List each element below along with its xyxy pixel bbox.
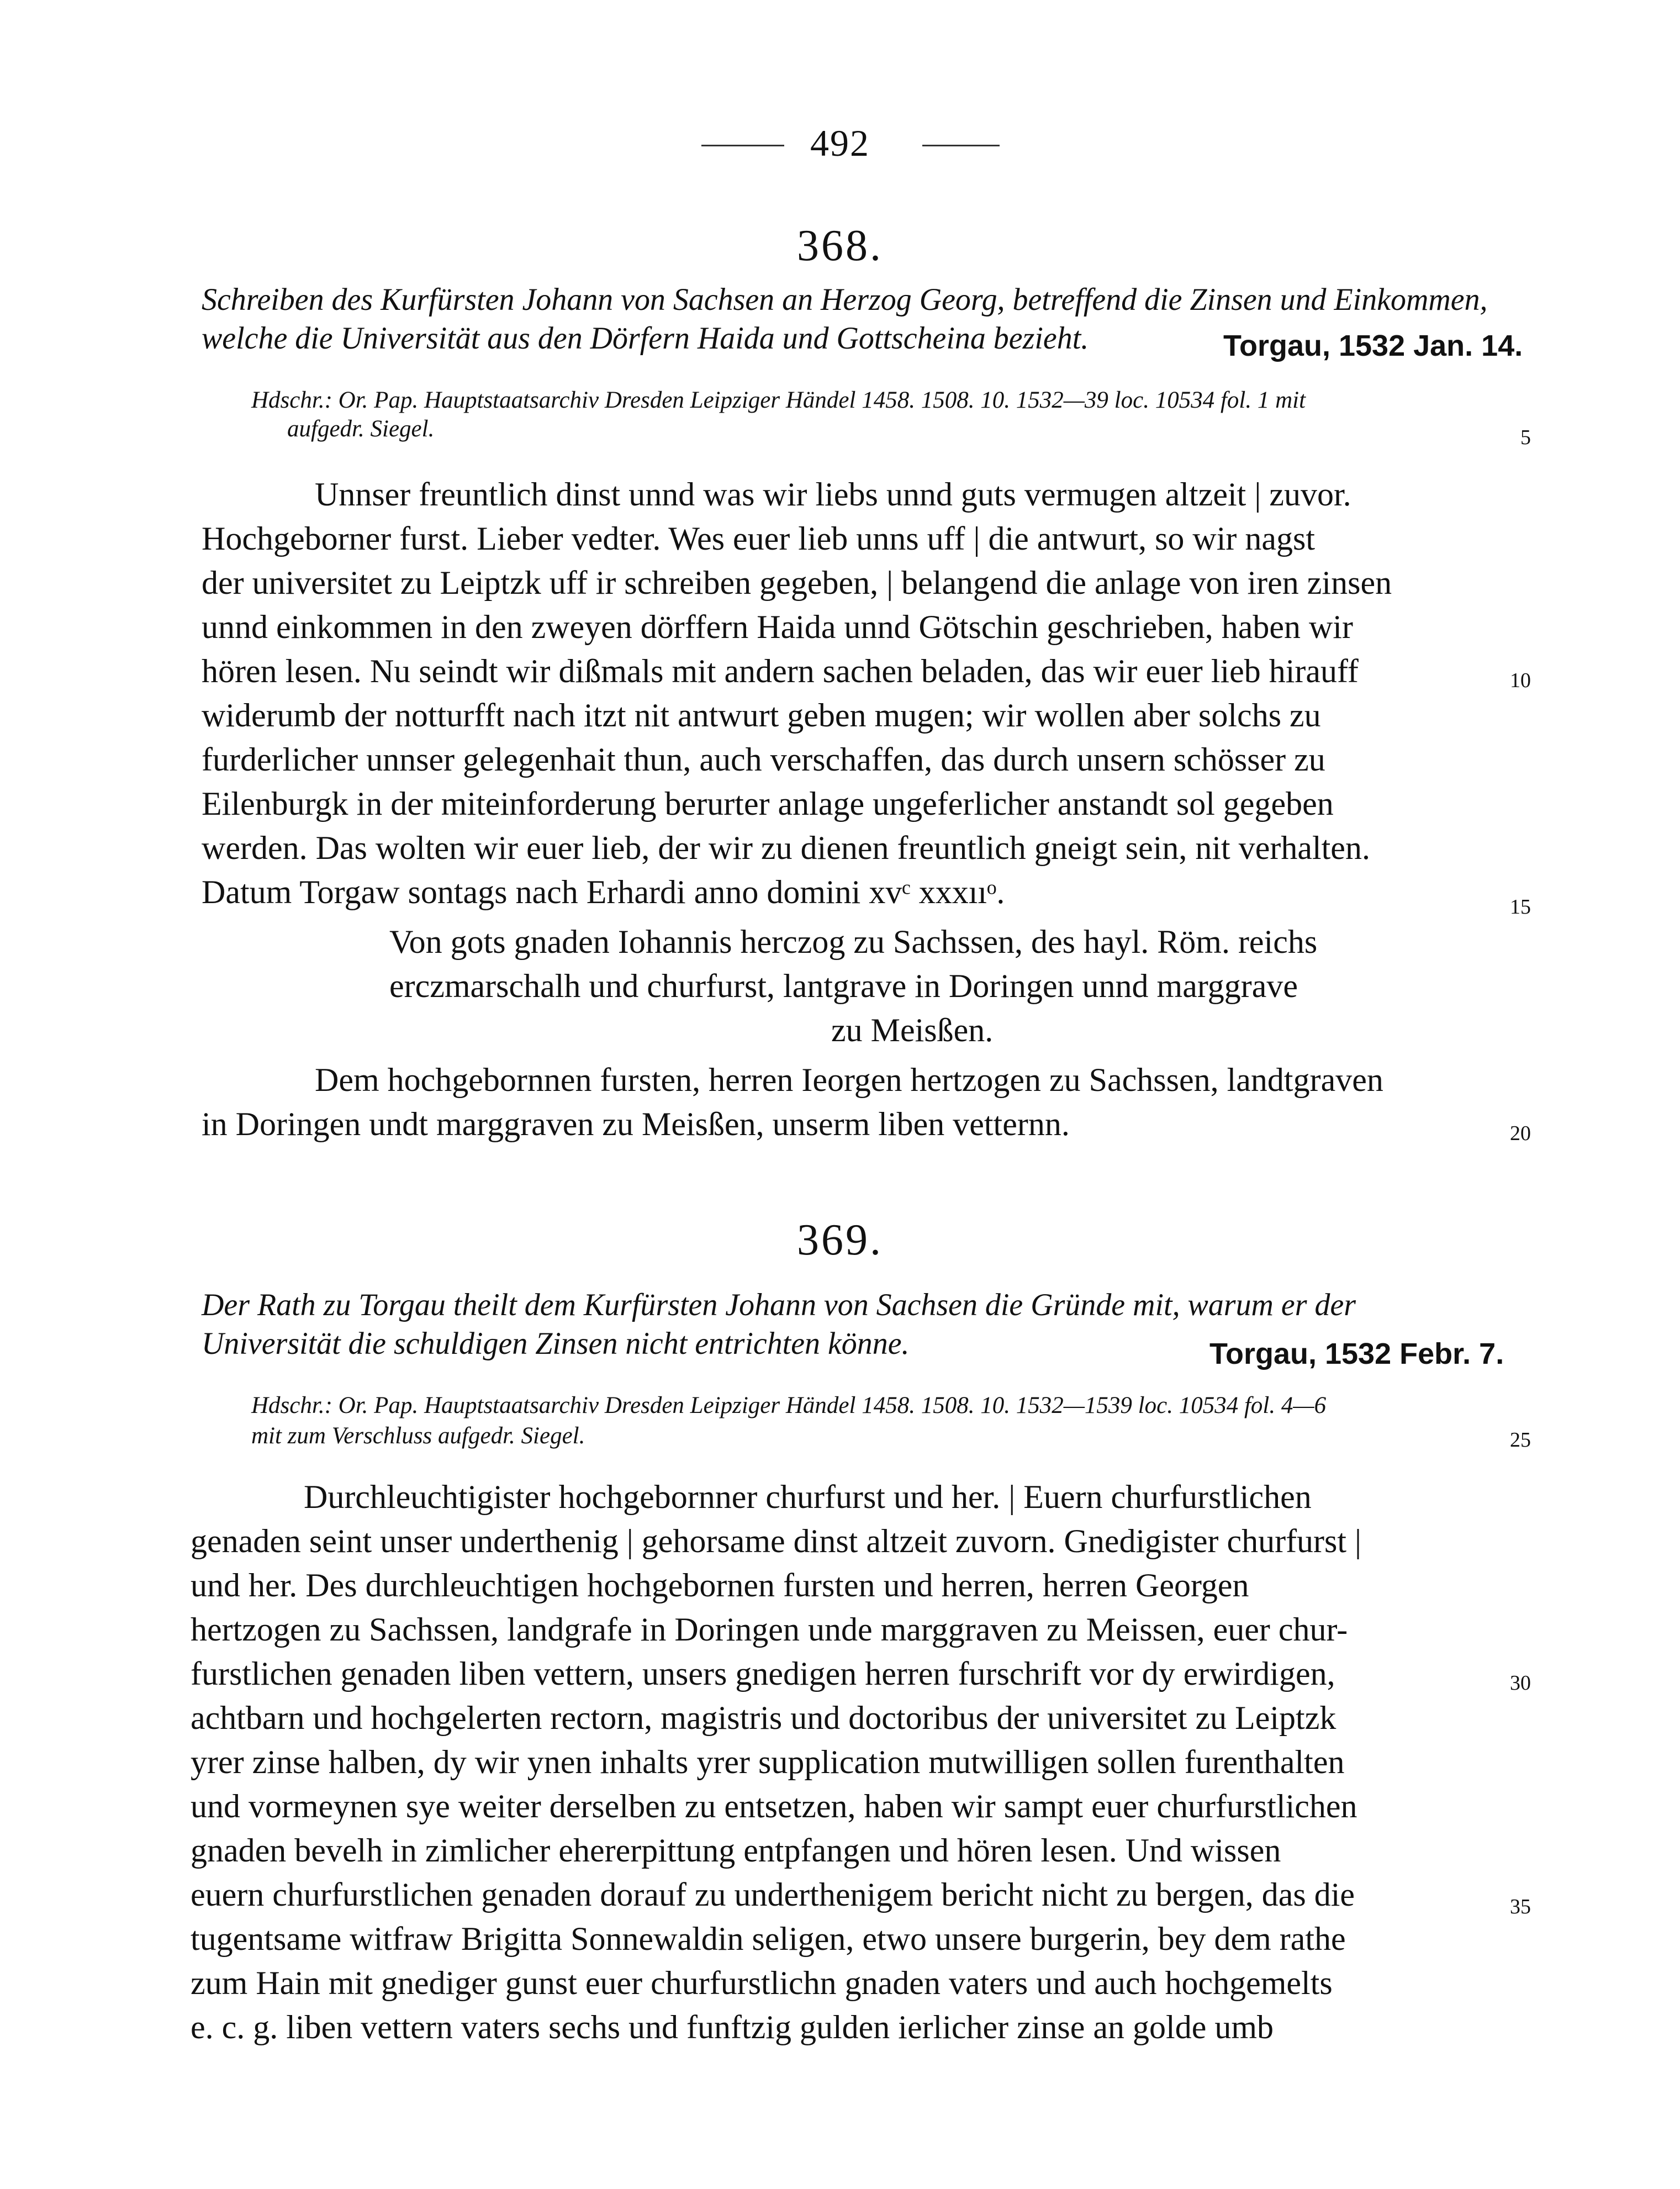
signature-line: zu Meisßen. [831, 1012, 994, 1048]
document-source-line: aufgedr. Siegel. [287, 416, 435, 442]
address-line: in Doringen undt marggraven zu Meisßen, unserm liben vetternn. [202, 1106, 1070, 1142]
document-summary-line: Schreiben des Kurfürsten Johann von Sachsen an Herzog Georg, betreffend die Zinsen und Einkommen, [202, 282, 1488, 317]
document-number: 369. [797, 1216, 883, 1264]
margin-line-number: 30 [1510, 1671, 1531, 1695]
document-source-line: mit zum Verschluss aufgedr. Siegel. [251, 1423, 585, 1449]
document-place-date: Torgau, 1532 Jan. 14. [1223, 329, 1523, 362]
page-number: 492 [810, 122, 870, 164]
document-place-date: Torgau, 1532 Febr. 7. [1209, 1337, 1504, 1370]
text-line: werden. Das wolten wir euer lieb, der wir zu dienen freuntlich gneigt sein, nit verhalten. [202, 830, 1370, 866]
text-line: furderlicher unnser gelegenhait thun, auch verschaffen, das durch unsern schösser zu [202, 741, 1325, 778]
text-line: e. c. g. liben vettern vaters sechs und funftzig gulden ierlicher zinse an golde umb [191, 2009, 1274, 2045]
signature-line: erczmarschalh und churfurst, lantgrave in Doringen unnd marggrave [389, 968, 1298, 1004]
document-source-line: Hdschr.: Or. Pap. Hauptstaatsarchiv Dresden Leipziger Händel 1458. 1508. 10. 1532—1539 loc. 10534 fol. 4—6 [251, 1392, 1327, 1418]
text-line: hören lesen. Nu seindt wir dißmals mit andern sachen beladen, das wir euer lieb hirauff [202, 653, 1359, 689]
text-line: hertzogen zu Sachssen, landgrafe in Doringen unde marggraven zu Meissen, euer chur- [191, 1611, 1348, 1648]
text-line: und vormeynen sye weiter derselben zu entsetzen, haben wir sampt euer churfurstlichen [191, 1788, 1357, 1824]
text-line: achtbarn und hochgelerten rectorn, magistris und doctoribus der universitet zu Leiptzk [191, 1700, 1336, 1736]
margin-line-number: 35 [1510, 1895, 1531, 1918]
text-line: der universitet zu Leiptzk uff ir schreiben gegeben, | belangend die anlage von iren zinsen [202, 565, 1392, 601]
address-line: Dem hochgebornnen fursten, herren Ieorgen hertzogen zu Sachssen, landtgraven [315, 1062, 1383, 1098]
document-number: 368. [797, 221, 883, 270]
margin-line-number: 20 [1510, 1122, 1531, 1145]
text-line: Eilenburgk in der miteinforderung berurter anlage ungeferlicher anstandt sol gegeben [202, 785, 1334, 822]
text-line: gnaden bevelh in zimlicher ehererpittung entpfangen und hören lesen. Und wissen [191, 1832, 1281, 1869]
text-line: widerumb der notturfft nach itzt nit antwurt geben mugen; wir wollen aber solchs zu [202, 697, 1321, 734]
margin-line-number: 10 [1510, 669, 1531, 692]
document-source-line: Hdschr.: Or. Pap. Hauptstaatsarchiv Dresden Leipziger Händel 1458. 1508. 10. 1532—39 loc. 10534 fol. 1 mit [251, 387, 1306, 413]
text-line: Unnser freuntlich dinst unnd was wir liebs unnd guts vermugen altzeit | zuvor. [315, 476, 1351, 513]
text-line: Durchleuchtigister hochgebornner churfurst und her. | Euern churfurstlichen [304, 1479, 1312, 1515]
margin-line-number: 5 [1520, 426, 1531, 449]
text-line: und her. Des durchleuchtigen hochgebornen fursten und herren, herren Georgen [191, 1567, 1249, 1603]
margin-line-number: 15 [1510, 895, 1531, 919]
header-rule-right [922, 145, 1000, 146]
text-line: furstlichen genaden liben vettern, unsers gnedigen herren furschrift vor dy erwirdigen, [191, 1655, 1335, 1692]
text-line: tugentsame witfraw Brigitta Sonnewaldin seligen, etwo unsere burgerin, bey dem rathe [191, 1921, 1346, 1957]
signature-line: Von gots gnaden Iohannis herczog zu Sachssen, des hayl. Röm. reichs [389, 924, 1318, 960]
text-line: genaden seint unser underthenig | gehorsame dinst altzeit zuvorn. Gnedigister churfurst | [191, 1523, 1362, 1559]
text-line: Hochgeborner furst. Lieber vedter. Wes euer lieb unns uff | die antwurt, so wir nagst [202, 520, 1316, 557]
text-line: yrer zinse halben, dy wir ynen inhalts yrer supplication mutwilligen sollen furenthalten [191, 1744, 1345, 1780]
text-line: unnd einkommen in den zweyen dörffern Haida unnd Götschin geschrieben, haben wir [202, 609, 1353, 645]
text-line: euern churfurstlichen genaden dorauf zu underthenigem bericht nicht zu bergen, das die [191, 1876, 1355, 1913]
margin-line-number: 25 [1510, 1428, 1531, 1452]
text-line: zum Hain mit gnediger gunst euer churfurstlichn gnaden vaters und auch hochgemelts [191, 1965, 1333, 2001]
document-summary-line: Der Rath zu Torgau theilt dem Kurfürsten Johann von Sachsen die Gründe mit, warum er der [202, 1288, 1356, 1322]
document-summary-line: welche die Universität aus den Dörfern Haida und Gottscheina bezieht. [202, 321, 1089, 356]
document-summary-line: Universität die schuldigen Zinsen nicht entrichten könne. [202, 1326, 910, 1361]
text-line: Datum Torgaw sontags nach Erhardi anno domini xvᶜ xxxııᵒ. [202, 874, 1005, 910]
